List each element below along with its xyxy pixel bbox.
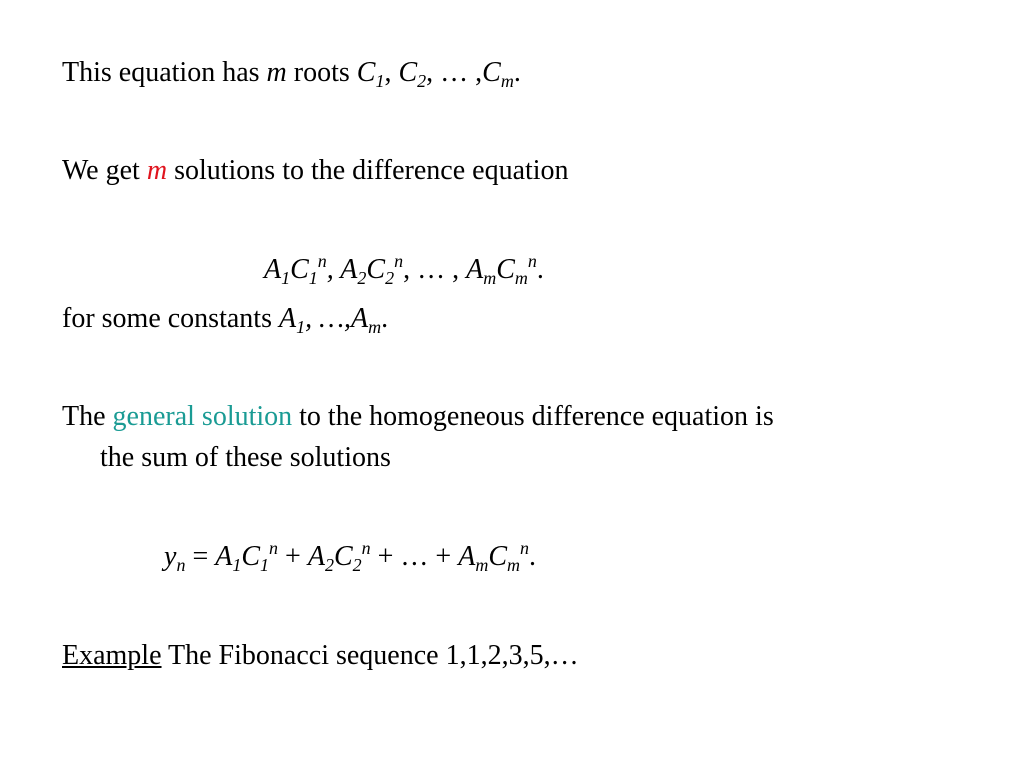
sum-text: the sum of these solutions [100,442,391,473]
solutions-statement [62,154,569,188]
general-solution-statement [62,400,774,434]
fibonacci-text: The Fibonacci sequence 1,1,2,3,5,… [161,640,579,671]
variable-m-red: m [146,155,168,186]
ellipsis: , …, [305,303,351,334]
term-a1c1n: $A_1C_1^n$ [215,538,279,575]
term-amcmn: $A_mC_m^n$ [466,251,537,288]
ellipsis: , … , [426,57,483,88]
general-solution-highlight: general solution [112,401,293,432]
term-yn: $y_n$ [164,541,186,575]
term-a2c2n: $A_2C_2^n$ [340,251,404,288]
roots-statement [62,56,521,90]
roots-intro-text: This equation has [62,57,267,88]
constant-a1: $A_1$ [278,303,306,337]
roots-word: roots [286,57,357,88]
root-cm: $C_m$ [482,57,514,91]
example-statement [62,639,579,673]
constants-intro: for some constants [62,303,279,334]
example-label: Example [62,640,162,671]
separator: , [384,57,399,88]
general-intro: The [62,401,113,432]
period: . [381,303,389,334]
term-a2c2n: $A_2C_2^n$ [307,538,371,575]
constant-am: $A_m$ [350,303,382,337]
root-c1: $C_1$ [356,57,385,91]
solutions-intro: We get [62,155,147,186]
general-text: to the homogeneous difference equation is [292,401,774,432]
root-c2: $C_2$ [398,57,427,91]
term-a1c1n: $A_1C_1^n$ [264,251,327,288]
period: . [513,57,521,88]
general-solution-continuation [100,441,391,475]
solutions-list-equation: $A_1C_1^n$, $A_2C_2^n$, … , $A_mC_m^n$. [264,251,544,288]
variable-m: m [266,57,287,88]
general-solution-equation: $y_n = A_1C_1^n + A_2C_2^n$ + … + $A_mC_m^n$. [164,538,537,575]
constants-statement [62,302,388,336]
solutions-text: solutions to the difference equation [167,155,569,186]
term-amcmn: $A_mC_m^n$ [458,538,530,575]
